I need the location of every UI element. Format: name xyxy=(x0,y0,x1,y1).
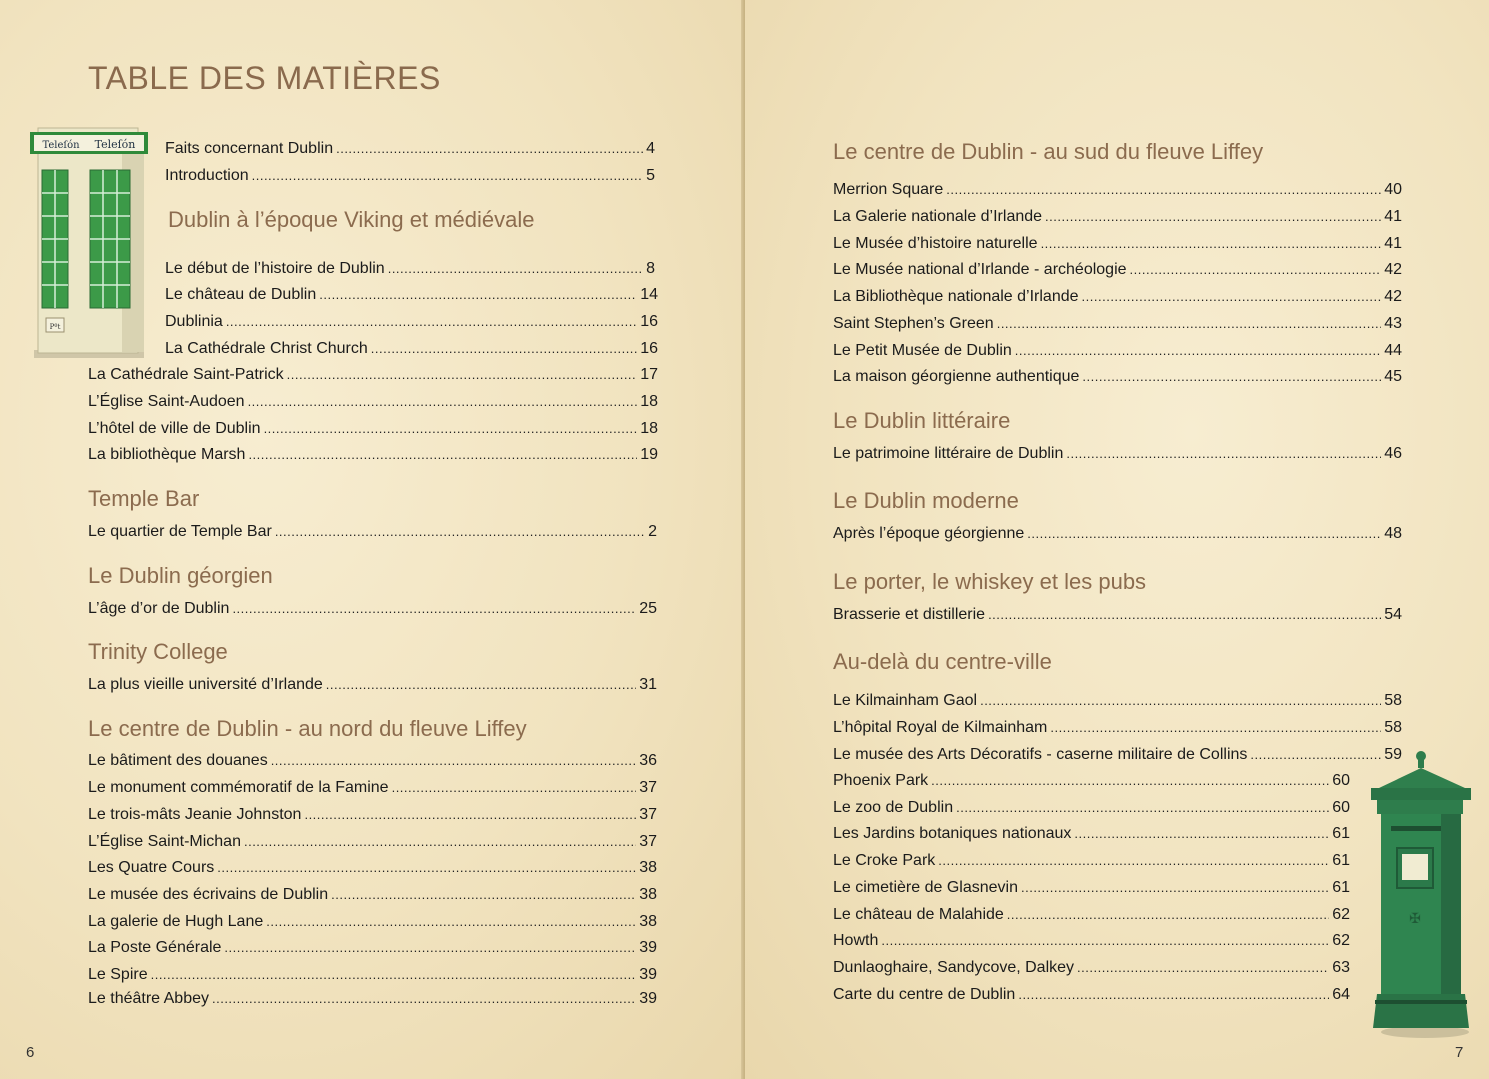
dot-leader xyxy=(232,599,636,619)
dot-leader xyxy=(980,691,1381,711)
entry-title: Le Croke Park xyxy=(833,852,936,869)
entry-page-number: 18 xyxy=(640,393,658,410)
list-item[interactable] xyxy=(88,778,657,798)
entry-page-number: 18 xyxy=(640,420,658,437)
dot-leader xyxy=(287,365,638,385)
entry-page-number: 37 xyxy=(639,779,657,796)
dot-leader xyxy=(1021,878,1329,898)
pillar-postbox-icon xyxy=(1369,748,1473,1038)
dot-leader xyxy=(336,139,643,159)
dot-leader xyxy=(1074,824,1329,844)
entry-title: Carte du centre de Dublin xyxy=(833,986,1016,1003)
list-item[interactable] xyxy=(165,285,658,305)
entry-title: Le monument commémoratif de la Famine xyxy=(88,779,389,796)
entry-page-number: 39 xyxy=(639,966,657,983)
list-item[interactable] xyxy=(833,878,1350,898)
entry-title: Phoenix Park xyxy=(833,772,929,789)
entry-page-number: 40 xyxy=(1384,181,1402,198)
entry-page-number: 38 xyxy=(639,886,657,903)
dot-leader xyxy=(266,912,636,932)
entry-page-number: 62 xyxy=(1332,932,1350,949)
list-item[interactable] xyxy=(833,287,1402,307)
entry-page-number: 17 xyxy=(640,366,658,383)
list-item[interactable] xyxy=(165,139,655,159)
dot-leader xyxy=(224,938,636,958)
entry-title: L’Église Saint-Audoen xyxy=(88,393,245,410)
dot-leader xyxy=(326,675,636,695)
right-page xyxy=(745,0,1489,1079)
list-item[interactable] xyxy=(833,905,1350,925)
entry-title: Le Musée national d’Irlande - archéologie xyxy=(833,261,1127,278)
entry-page-number: 46 xyxy=(1384,445,1402,462)
entry-page-number: 61 xyxy=(1332,825,1350,842)
svg-text:Teleſón: Teleſón xyxy=(42,140,80,151)
entry-page-number: 4 xyxy=(646,140,655,157)
entry-title: Les Quatre Cours xyxy=(88,859,215,876)
dot-leader xyxy=(248,392,638,412)
dot-leader xyxy=(1082,287,1382,307)
entry-page-number: 8 xyxy=(646,260,655,277)
section-heading: Dublin à l’époque Viking et médiévale xyxy=(168,207,535,232)
section-heading: Au-delà du centre-ville xyxy=(833,649,1052,674)
list-item[interactable] xyxy=(88,599,657,619)
entry-page-number: 63 xyxy=(1332,959,1350,976)
entry-title: Le Kilmainham Gaol xyxy=(833,692,978,709)
list-item[interactable] xyxy=(833,314,1402,334)
entry-title: Le château de Dublin xyxy=(165,286,317,303)
entry-title: Le Musée d’histoire naturelle xyxy=(833,235,1038,252)
entry-title: Merrion Square xyxy=(833,181,944,198)
entry-title: La Cathédrale Saint-Patrick xyxy=(88,366,284,383)
dot-leader xyxy=(1250,745,1381,765)
dot-leader xyxy=(1066,444,1381,464)
entry-title: L’hôpital Royal de Kilmainham xyxy=(833,719,1048,736)
list-item[interactable] xyxy=(833,718,1402,738)
list-item[interactable] xyxy=(88,365,658,385)
dot-leader xyxy=(956,798,1329,818)
entry-page-number: 5 xyxy=(646,167,655,184)
entry-title: La Galerie nationale d’Irlande xyxy=(833,208,1043,225)
list-item[interactable] xyxy=(833,851,1350,871)
section-heading: Le Dublin littéraire xyxy=(833,408,1011,433)
entry-title: Le début de l’histoire de Dublin xyxy=(165,260,385,277)
entry-title: Le zoo de Dublin xyxy=(833,799,954,816)
dot-leader xyxy=(392,778,637,798)
list-item[interactable] xyxy=(88,965,657,985)
svg-text:Pºt: Pºt xyxy=(49,323,61,331)
entry-title: L’âge d’or de Dublin xyxy=(88,600,230,617)
entry-title: Le trois-mâts Jeanie Johnston xyxy=(88,806,302,823)
entry-page-number: 31 xyxy=(639,676,657,693)
entry-title: Le château de Malahide xyxy=(833,906,1004,923)
entry-page-number: 58 xyxy=(1384,719,1402,736)
list-item[interactable] xyxy=(833,367,1402,387)
entry-page-number: 38 xyxy=(639,859,657,876)
entry-title: La Poste Générale xyxy=(88,939,222,956)
list-item[interactable] xyxy=(88,445,658,465)
entry-title: Introduction xyxy=(165,167,249,184)
entry-title: L’hôtel de ville de Dublin xyxy=(88,420,261,437)
entry-page-number: 60 xyxy=(1332,772,1350,789)
list-item[interactable] xyxy=(833,260,1402,280)
dot-leader xyxy=(1015,341,1381,361)
dot-leader xyxy=(331,885,636,905)
list-item[interactable] xyxy=(833,771,1350,791)
dot-leader xyxy=(1027,524,1381,544)
list-item[interactable] xyxy=(88,989,657,1009)
dot-leader xyxy=(946,180,1381,200)
section-heading: Le Dublin géorgien xyxy=(88,563,273,588)
list-item[interactable] xyxy=(833,985,1350,1005)
section-heading: Le porter, le whiskey et les pubs xyxy=(833,569,1147,594)
list-item[interactable] xyxy=(833,691,1402,711)
list-item[interactable] xyxy=(833,798,1350,818)
list-item[interactable] xyxy=(88,522,657,542)
dot-leader xyxy=(1018,985,1329,1005)
entry-page-number: 14 xyxy=(640,286,658,303)
telephone-kiosk-icon xyxy=(28,118,150,358)
dot-leader xyxy=(997,314,1382,334)
list-item[interactable] xyxy=(833,605,1402,625)
list-item[interactable] xyxy=(88,885,657,905)
list-item[interactable] xyxy=(88,938,657,958)
list-item[interactable] xyxy=(833,207,1402,227)
dot-leader xyxy=(388,259,643,279)
svg-text:✠: ✠ xyxy=(1409,911,1421,927)
list-item[interactable] xyxy=(833,180,1402,200)
entry-title: Le patrimoine littéraire de Dublin xyxy=(833,445,1064,462)
section-heading: Temple Bar xyxy=(88,486,200,511)
page-title: TABLE DES MATIÈRES xyxy=(88,60,441,96)
entry-page-number: 39 xyxy=(639,939,657,956)
entry-title: Le Petit Musée de Dublin xyxy=(833,342,1012,359)
list-item[interactable] xyxy=(88,805,657,825)
list-item[interactable] xyxy=(88,751,657,771)
dot-leader xyxy=(275,522,645,542)
entry-page-number: 16 xyxy=(640,313,658,330)
entry-page-number: 37 xyxy=(639,833,657,850)
left-page xyxy=(0,0,744,1079)
dot-leader xyxy=(1045,207,1381,227)
list-item[interactable] xyxy=(165,259,655,279)
entry-title: Le cimetière de Glasnevin xyxy=(833,879,1018,896)
entry-title: Dunlaoghaire, Sandycove, Dalkey xyxy=(833,959,1075,976)
list-item[interactable] xyxy=(833,234,1402,254)
entry-title: Le théâtre Abbey xyxy=(88,990,209,1007)
list-item[interactable] xyxy=(833,444,1402,464)
svg-text:Teleſón: Teleſón xyxy=(94,138,136,151)
dot-leader xyxy=(931,771,1329,791)
dot-leader xyxy=(1007,905,1329,925)
dot-leader xyxy=(264,419,638,439)
entry-page-number: 58 xyxy=(1384,692,1402,709)
entry-title: Le Spire xyxy=(88,966,148,983)
dot-leader xyxy=(1082,367,1381,387)
dot-leader xyxy=(212,989,636,1009)
section-heading: Le centre de Dublin - au nord du fleuve Liffey xyxy=(88,716,527,741)
entry-page-number: 64 xyxy=(1332,986,1350,1003)
entry-page-number: 19 xyxy=(640,446,658,463)
entry-page-number: 61 xyxy=(1332,852,1350,869)
entry-title: La plus vieille université d’Irlande xyxy=(88,676,323,693)
list-item[interactable] xyxy=(88,675,657,695)
list-item[interactable] xyxy=(88,912,657,932)
page-number: 7 xyxy=(1455,1044,1464,1061)
entry-page-number: 43 xyxy=(1384,315,1402,332)
list-item[interactable] xyxy=(88,392,658,412)
entry-title: Le bâtiment des douanes xyxy=(88,752,268,769)
entry-page-number: 45 xyxy=(1384,368,1402,385)
entry-title: Saint Stephen’s Green xyxy=(833,315,994,332)
dot-leader xyxy=(988,605,1381,625)
list-item[interactable] xyxy=(88,832,657,852)
list-item[interactable] xyxy=(833,958,1350,978)
dot-leader xyxy=(1050,718,1381,738)
entry-page-number: 25 xyxy=(639,600,657,617)
dot-leader xyxy=(938,851,1329,871)
entry-page-number: 41 xyxy=(1384,208,1402,225)
entry-title: L’Église Saint-Michan xyxy=(88,833,241,850)
entry-title: Brasserie et distillerie xyxy=(833,606,986,623)
dot-leader xyxy=(244,832,636,852)
entry-page-number: 37 xyxy=(639,806,657,823)
entry-title: Faits concernant Dublin xyxy=(165,140,334,157)
dot-leader xyxy=(304,805,636,825)
entry-page-number: 48 xyxy=(1384,525,1402,542)
dot-leader xyxy=(1041,234,1382,254)
entry-page-number: 38 xyxy=(639,913,657,930)
dot-leader xyxy=(1077,958,1329,978)
entry-page-number: 54 xyxy=(1384,606,1402,623)
entry-page-number: 60 xyxy=(1332,799,1350,816)
entry-title: Le quartier de Temple Bar xyxy=(88,523,272,540)
entry-title: La Bibliothèque nationale d’Irlande xyxy=(833,288,1079,305)
entry-title: La maison géorgienne authentique xyxy=(833,368,1080,385)
page-number: 6 xyxy=(26,1044,35,1061)
entry-page-number: 2 xyxy=(648,523,657,540)
dot-leader xyxy=(151,965,637,985)
list-item[interactable] xyxy=(165,312,658,332)
dot-leader xyxy=(252,166,643,186)
entry-title: Howth xyxy=(833,932,879,949)
entry-title: La bibliothèque Marsh xyxy=(88,446,246,463)
entry-page-number: 36 xyxy=(639,752,657,769)
entry-title: La galerie de Hugh Lane xyxy=(88,913,264,930)
entry-title: Les Jardins botaniques nationaux xyxy=(833,825,1072,842)
entry-page-number: 41 xyxy=(1384,235,1402,252)
dot-leader xyxy=(226,312,637,332)
list-item[interactable] xyxy=(833,524,1402,544)
dot-leader xyxy=(217,858,636,878)
entry-page-number: 42 xyxy=(1384,288,1402,305)
entry-page-number: 39 xyxy=(639,990,657,1007)
dot-leader xyxy=(881,931,1329,951)
dot-leader xyxy=(271,751,637,771)
list-item[interactable] xyxy=(833,745,1402,765)
section-heading: Trinity College xyxy=(88,639,228,664)
entry-title: Le musée des écrivains de Dublin xyxy=(88,886,329,903)
list-item[interactable] xyxy=(88,419,658,439)
entry-page-number: 61 xyxy=(1332,879,1350,896)
entry-page-number: 62 xyxy=(1332,906,1350,923)
entry-title: Après l’époque géorgienne xyxy=(833,525,1025,542)
list-item[interactable] xyxy=(833,931,1350,951)
entry-title: Dublinia xyxy=(165,313,223,330)
section-heading: Le centre de Dublin - au sud du fleuve Liffey xyxy=(833,139,1264,164)
dot-leader xyxy=(248,445,637,465)
section-heading: Le Dublin moderne xyxy=(833,488,1019,513)
list-item[interactable] xyxy=(833,341,1402,361)
list-item[interactable] xyxy=(833,824,1350,844)
entry-title: Le musée des Arts Décoratifs - caserne militaire de Collins xyxy=(833,746,1248,763)
list-item[interactable] xyxy=(165,339,658,359)
entry-page-number: 42 xyxy=(1384,261,1402,278)
list-item[interactable] xyxy=(165,166,655,186)
entry-page-number: 59 xyxy=(1384,746,1402,763)
entry-page-number: 44 xyxy=(1384,342,1402,359)
entry-title: La Cathédrale Christ Church xyxy=(165,340,368,357)
list-item[interactable] xyxy=(88,858,657,878)
dot-leader xyxy=(319,285,637,305)
dot-leader xyxy=(371,339,637,359)
entry-page-number: 16 xyxy=(640,340,658,357)
dot-leader xyxy=(1130,260,1382,280)
